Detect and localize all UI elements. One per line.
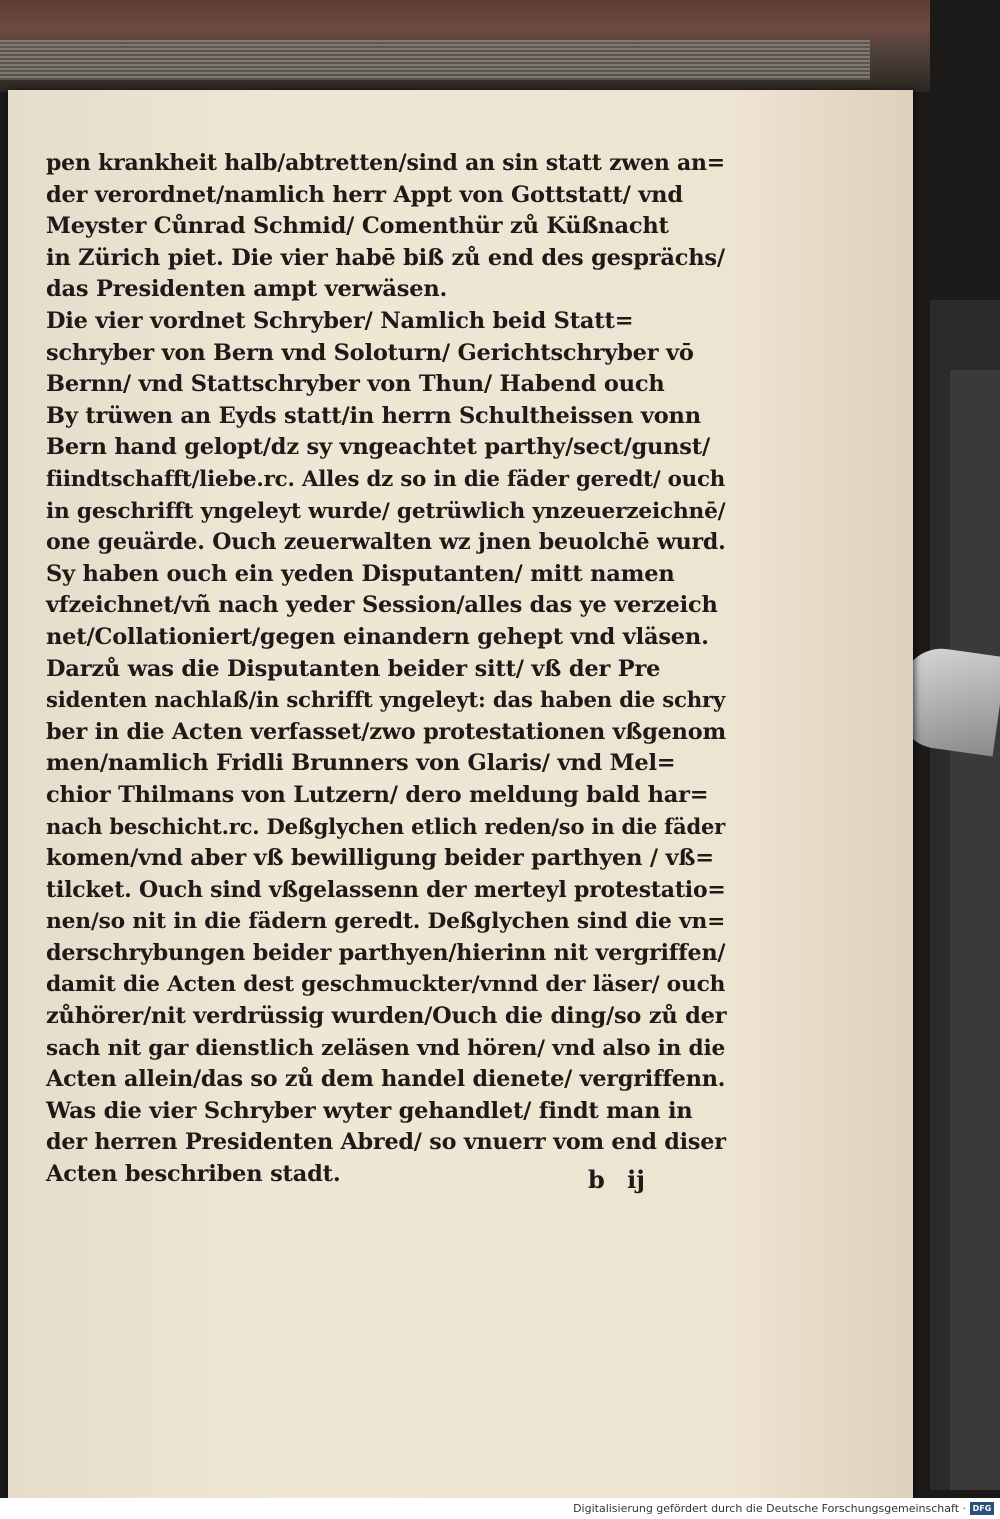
text-line: damit die Acten dest geschmuckter/vnnd der läser/ ouch — [46, 972, 726, 998]
text-line: one geuärde. Ouch zeuerwalten wz jnen beuolchē wurd. — [46, 529, 726, 556]
text-line: Meyster Cůnrad Schmid/ Comenthür zů Küßnacht — [46, 213, 669, 240]
text-line: By trüwen an Eyds statt/in herrn Schultheissen vonn — [46, 402, 701, 429]
text-line: Bern hand gelopt/dz sy vngeachtet parthy/sect/gunst/ — [46, 434, 710, 461]
page-edges — [0, 40, 870, 80]
text-line: Was die vier Schryber wyter gehandlet/ findt man in — [46, 1097, 693, 1124]
footer-credit: Digitalisierung gefördert durch die Deutsche Forschungsgemeinschaft · — [573, 1502, 966, 1515]
text-line: sidenten nachlaß/in schrifft yngeleyt: das haben die schry — [46, 688, 726, 714]
text-line: schryber von Bern vnd Soloturn/ Gerichtschryber vō — [46, 339, 694, 366]
text-line: in geschrifft yngeleyt wurde/ getrüwlich ynzeuerzeichnē/ — [46, 498, 726, 524]
text-line: komen/vnd aber vß bewilligung beider parthyen / vß= — [46, 845, 714, 872]
text-line: der verordnet/namlich herr Appt von Gottstatt/ vnd — [46, 181, 683, 208]
text-line: Bernn/ vnd Stattschryber von Thun/ Habend ouch — [46, 371, 665, 398]
footer-bar — [0, 1498, 1000, 1519]
text-line: der herren Presidenten Abred/ so vnuerr vom end diser — [46, 1129, 726, 1156]
text-line: in Zürich piet. Die vier habē biß zů end des gesprächs/ — [46, 244, 725, 271]
text-line: Acten beschriben stadt. — [46, 1161, 341, 1187]
text-line: net/Collationiert/gegen einandern gehept vnd vläsen. — [46, 623, 709, 650]
text-line: chior Thilmans von Lutzern/ dero meldung bald har= — [46, 781, 709, 808]
text-line: pen krankheit halb/abtretten/sind an sin statt zwen an= — [46, 150, 725, 176]
text-line: sach nit gar dienstlich zeläsen vnd hören/ vnd also in die — [46, 1035, 726, 1061]
text-line: derschrybungen beider parthyen/hierinn nit vergriffen/ — [46, 939, 726, 966]
text-line: men/namlich Fridli Brunners von Glaris/ vnd Mel= — [46, 750, 676, 777]
page-text-block — [46, 148, 726, 1191]
text-line: Die vier vordnet Schryber/ Namlich beid Statt= — [46, 307, 634, 334]
text-line: Acten allein/das so zů dem handel dienete/ vergriffenn. — [46, 1066, 726, 1093]
book-top-edge — [0, 0, 930, 92]
text-line: nen/so nit in die fädern geredt. Deßglychen sind die vn= — [46, 909, 726, 935]
text-line: nach beschicht.rc. Deßglychen etlich reden/so in die fäder — [46, 814, 726, 840]
text-line: tilcket. Ouch sind vßgelassenn der merteyl protestatio= — [46, 876, 726, 903]
text-line: zůhörer/nit verdrüssig wurden/Ouch die ding/so zů der — [46, 1003, 727, 1030]
text-line: ber in die Acten verfasset/zwo protestationen vßgenom — [46, 718, 726, 745]
text-line: fiindtschafft/liebe.rc. Alles dz so in die fäder geredt/ ouch — [46, 466, 726, 492]
text-line: Sy haben ouch ein yeden Disputanten/ mitt namen — [46, 560, 675, 587]
book-page — [8, 90, 913, 1498]
signature-mark: b ij — [588, 1165, 645, 1194]
text-line: vfzeichnet/vñ nach yeder Session/alles das ye verzeich — [46, 592, 718, 619]
text-line: das Presidenten ampt verwäsen. — [46, 276, 448, 303]
text-line: Darzů was die Disputanten beider sitt/ vß der Pre — [46, 655, 661, 682]
book-cover-board-inner — [950, 370, 1000, 1490]
dfg-logo: DFG — [970, 1502, 994, 1515]
